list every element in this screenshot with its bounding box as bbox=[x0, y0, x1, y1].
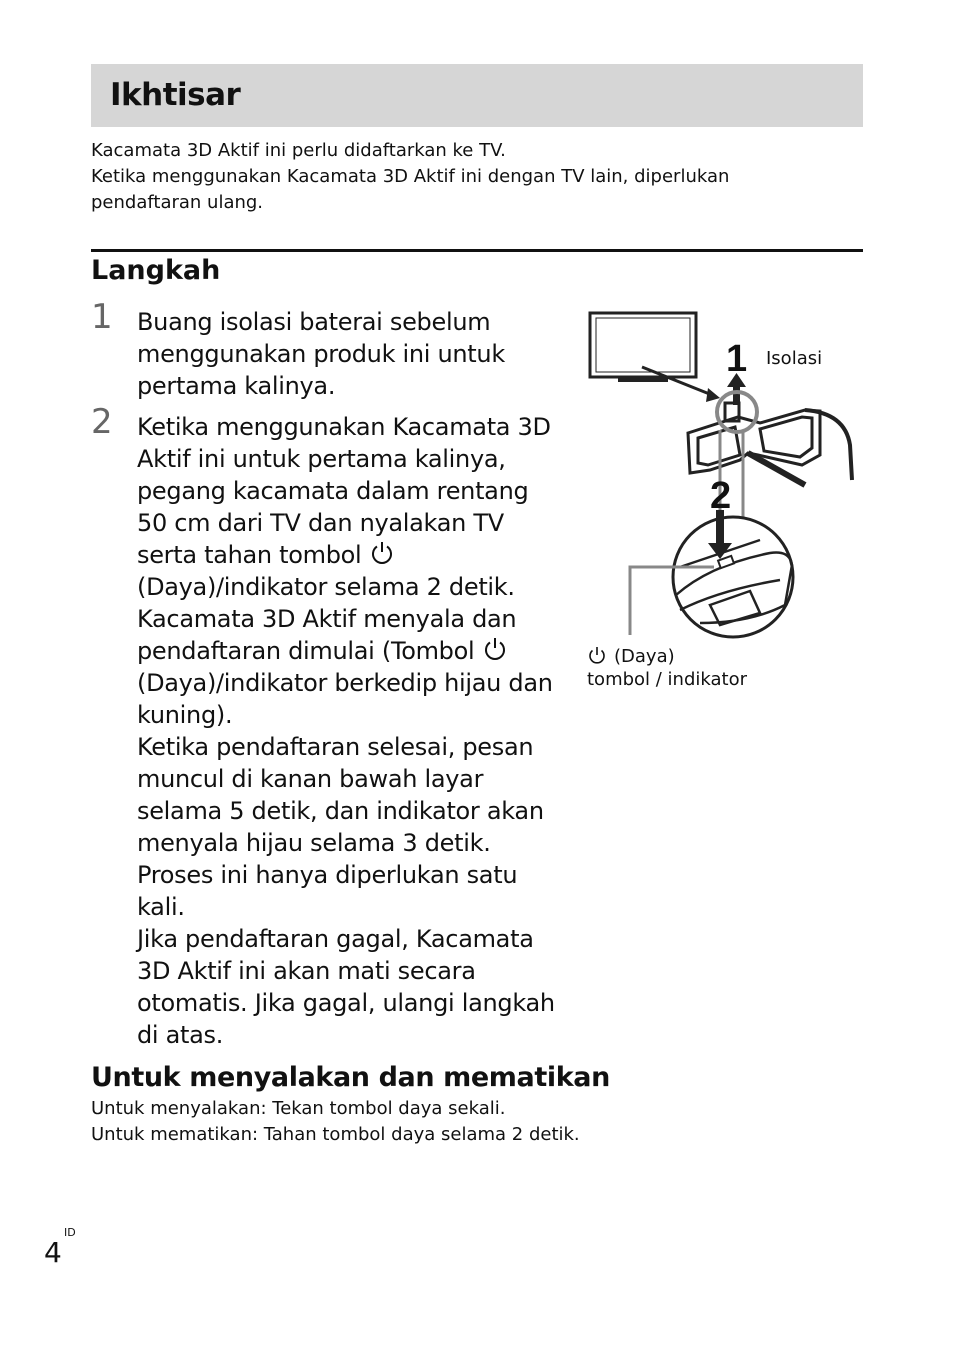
glasses-icon bbox=[688, 403, 852, 485]
step-2-text-b: (Daya)/indikator selama 2 detik. Kacamata 3D Aktif menyala dan pendaftaran dimulai (Tombol bbox=[137, 573, 517, 665]
step-2-text-c: (Daya)/indikator berkedip hijau dan kuning). bbox=[137, 669, 553, 729]
power-label-line-1: (Daya) bbox=[614, 646, 675, 667]
onoff-text bbox=[91, 1096, 791, 1148]
step-2-text bbox=[137, 411, 557, 1051]
step-1-text: Buang isolasi baterai sebelum menggunakan produk ini untuk pertama kalinya. bbox=[137, 308, 505, 400]
isolation-label: Isolasi bbox=[766, 348, 823, 369]
onoff-heading: Untuk menyalakan dan mematikan bbox=[91, 1062, 610, 1093]
callout-2: 2 bbox=[710, 475, 732, 517]
callout-1: 1 bbox=[726, 338, 748, 380]
power-icon bbox=[590, 647, 604, 663]
step-2-text-e: Jika pendaftaran gagal, Kacamata 3D Aktif ini akan mati secara otomatis. Jika gagal, ulangi langkah di atas. bbox=[137, 925, 555, 1049]
page-title: Ikhtisar bbox=[110, 77, 241, 113]
intro-line-1: Kacamata 3D Aktif ini perlu didaftarkan ke TV. bbox=[91, 140, 506, 161]
registration-illustration bbox=[580, 305, 870, 705]
tv-icon bbox=[590, 313, 696, 382]
on-instruction: Untuk menyalakan: Tekan tombol daya sekali. bbox=[91, 1098, 506, 1119]
step-2-text-a: Ketika menggunakan Kacamata 3D Aktif ini untuk pertama kalinya, pegang kacamata dalam rentang 50 cm dari TV dan nyalakan TV serta tahan tombol bbox=[137, 413, 551, 569]
section-divider bbox=[91, 249, 863, 252]
step-1-number: 1 bbox=[91, 297, 113, 337]
step-2-number: 2 bbox=[91, 402, 113, 442]
page-number: 4 bbox=[44, 1236, 62, 1269]
intro-line-2: Ketika menggunakan Kacamata 3D Aktif ini dengan TV lain, diperlukan pendaftaran ulang. bbox=[91, 166, 730, 213]
power-label-line-2: tombol / indikator bbox=[587, 669, 747, 690]
steps-heading: Langkah bbox=[91, 255, 221, 286]
intro-text bbox=[91, 138, 791, 216]
power-icon bbox=[482, 636, 508, 662]
power-icon bbox=[369, 540, 395, 566]
step-2-text-d: Ketika pendaftaran selesai, pesan muncul di kanan bawah layar selama 5 detik, dan indikator akan menyala hijau selama 3 detik. Proses ini hanya diperlukan satu kali. bbox=[137, 733, 544, 921]
language-code: ID bbox=[64, 1226, 76, 1239]
title-band bbox=[91, 64, 863, 127]
off-instruction: Untuk mematikan: Tahan tombol daya selama 2 detik. bbox=[91, 1124, 580, 1145]
